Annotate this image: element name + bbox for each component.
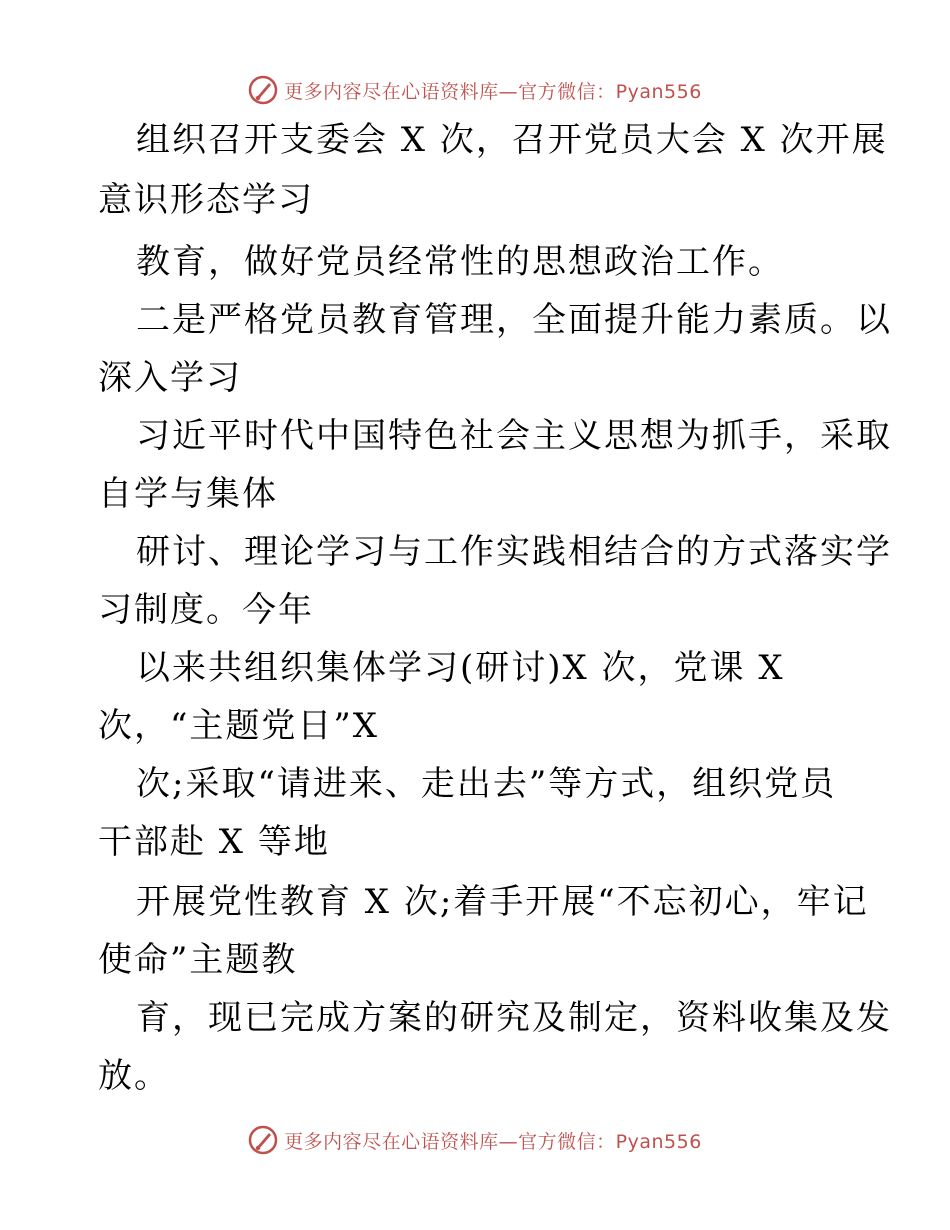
paragraph-line: 次，“主题党日”X — [98, 706, 379, 746]
paragraph-line: 育，现已完成方案的研究及制定，资料收集及发 — [136, 998, 892, 1038]
paragraph-line: 研讨、理论学习与工作实践相结合的方式落实学 — [136, 532, 892, 572]
footer-watermark-banner — [0, 1120, 950, 1160]
paragraph-line: 自学与集体 — [98, 474, 278, 514]
paragraph-line: 习近平时代中国特色社会主义思想为抓手，采取 — [136, 416, 892, 456]
ink-brush-logo-icon — [248, 1125, 278, 1155]
paragraph-line: 习制度。今年 — [98, 590, 314, 630]
header-watermark-text: 更多内容尽在心语资料库—官方微信：Pyan556 — [284, 80, 702, 103]
paragraph-line: 意识形态学习 — [98, 180, 314, 220]
footer-watermark-text: 更多内容尽在心语资料库—官方微信：Pyan556 — [284, 1130, 702, 1153]
header-watermark-banner — [0, 70, 950, 110]
paragraph-line: 组织召开支委会 X 次，召开党员大会 X 次开展 — [136, 120, 888, 160]
paragraph-line: 次;采取“请进来、走出去”等方式，组织党员 — [136, 764, 837, 804]
paragraph-line: 开展党性教育 X 次;着手开展“不忘初心，牢记 — [136, 882, 869, 922]
paragraph-line: 深入学习 — [98, 358, 242, 398]
paragraph-line: 二是严格党员教育管理，全面提升能力素质。以 — [136, 300, 892, 340]
paragraph-line: 干部赴 X 等地 — [98, 822, 330, 862]
ink-brush-logo-icon — [248, 75, 278, 105]
paragraph-line: 教育，做好党员经常性的思想政治工作。 — [136, 242, 784, 282]
paragraph-line: 放。 — [98, 1056, 170, 1096]
paragraph-line: 以来共组织集体学习(研讨)X 次，党课 X — [136, 648, 785, 688]
paragraph-line: 使命”主题教 — [98, 940, 298, 980]
